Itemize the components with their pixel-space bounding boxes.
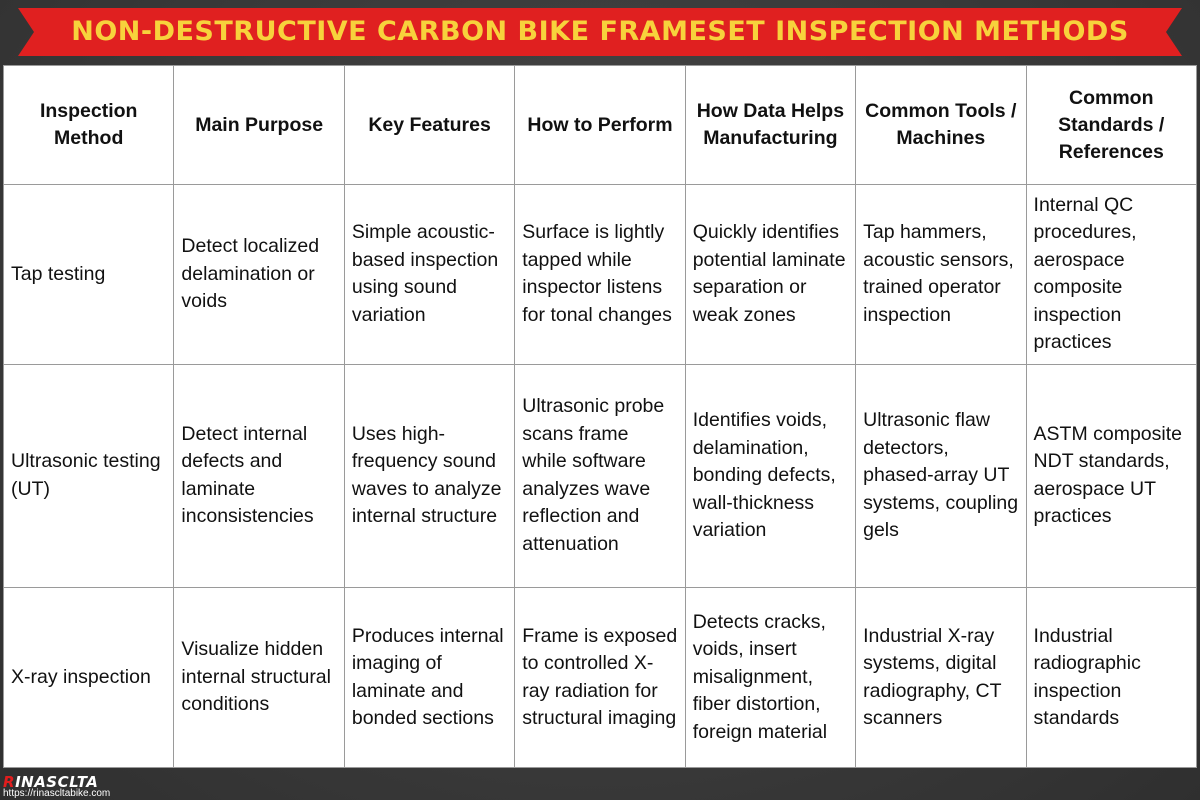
- table-header-row: [4, 66, 1197, 185]
- cell-data-helps: Detects cracks, voids, insert misalignment, fiber distortion, foreign material: [685, 588, 855, 768]
- cell-features: Uses high-frequency sound waves to analyze internal structure: [344, 364, 514, 587]
- cell-tools: Industrial X-ray systems, digital radiography, CT scanners: [856, 588, 1026, 768]
- logo-initial: R: [3, 773, 16, 791]
- cell-tools: Tap hammers, acoustic sensors, trained operator inspection: [856, 185, 1026, 365]
- header-how-data-helps: How Data Helps Manufacturing: [685, 66, 855, 185]
- table-row: [4, 364, 1197, 587]
- cell-method: X-ray inspection: [4, 588, 174, 768]
- cell-purpose: Detect localized delamination or voids: [174, 185, 344, 365]
- cell-data-helps: Identifies voids, delamination, bonding defects, wall-thickness variation: [685, 364, 855, 587]
- cell-purpose: Visualize hidden internal structural conditions: [174, 588, 344, 768]
- header-key-features: Key Features: [344, 66, 514, 185]
- cell-standards: Industrial radiographic inspection standards: [1026, 588, 1196, 768]
- cell-features: Produces internal imaging of laminate and bonded sections: [344, 588, 514, 768]
- cell-data-helps: Quickly identifies potential laminate separation or weak zones: [685, 185, 855, 365]
- cell-tools: Ultrasonic flaw detectors, phased-array UT systems, coupling gels: [856, 364, 1026, 587]
- cell-purpose: Detect internal defects and laminate inconsistencies: [174, 364, 344, 587]
- header-how-to-perform: How to Perform: [515, 66, 685, 185]
- cell-how-to: Ultrasonic probe scans frame while software analyzes wave reflection and attenuation: [515, 364, 685, 587]
- header-common-standards: Common Standards / References: [1026, 66, 1196, 185]
- brand-url: https://rinascltabike.com: [3, 788, 111, 799]
- cell-method: Tap testing: [4, 185, 174, 365]
- inspection-methods-table: [3, 65, 1197, 768]
- table-row: [4, 588, 1197, 768]
- header-inspection-method: Inspection Method: [4, 66, 174, 185]
- cell-method: Ultrasonic testing (UT): [4, 364, 174, 587]
- cell-how-to: Surface is lightly tapped while inspector listens for tonal changes: [515, 185, 685, 365]
- cell-standards: Internal QC procedures, aerospace composite inspection practices: [1026, 185, 1196, 365]
- logo-wordmark: INASCLTA: [15, 773, 99, 791]
- cell-how-to: Frame is exposed to controlled X-ray radiation for structural imaging: [515, 588, 685, 768]
- title-banner: [0, 8, 1200, 56]
- cell-features: Simple acoustic-based inspection using sound variation: [344, 185, 514, 365]
- brand-logo: [3, 773, 98, 789]
- table-row: [4, 185, 1197, 365]
- page-title: NON-DESTRUCTIVE CARBON BIKE FRAMESET INSPECTION METHODS: [71, 16, 1129, 47]
- comparison-table: [3, 65, 1197, 768]
- header-common-tools: Common Tools / Machines: [856, 66, 1026, 185]
- cell-standards: ASTM composite NDT standards, aerospace UT practices: [1026, 364, 1196, 587]
- header-main-purpose: Main Purpose: [174, 66, 344, 185]
